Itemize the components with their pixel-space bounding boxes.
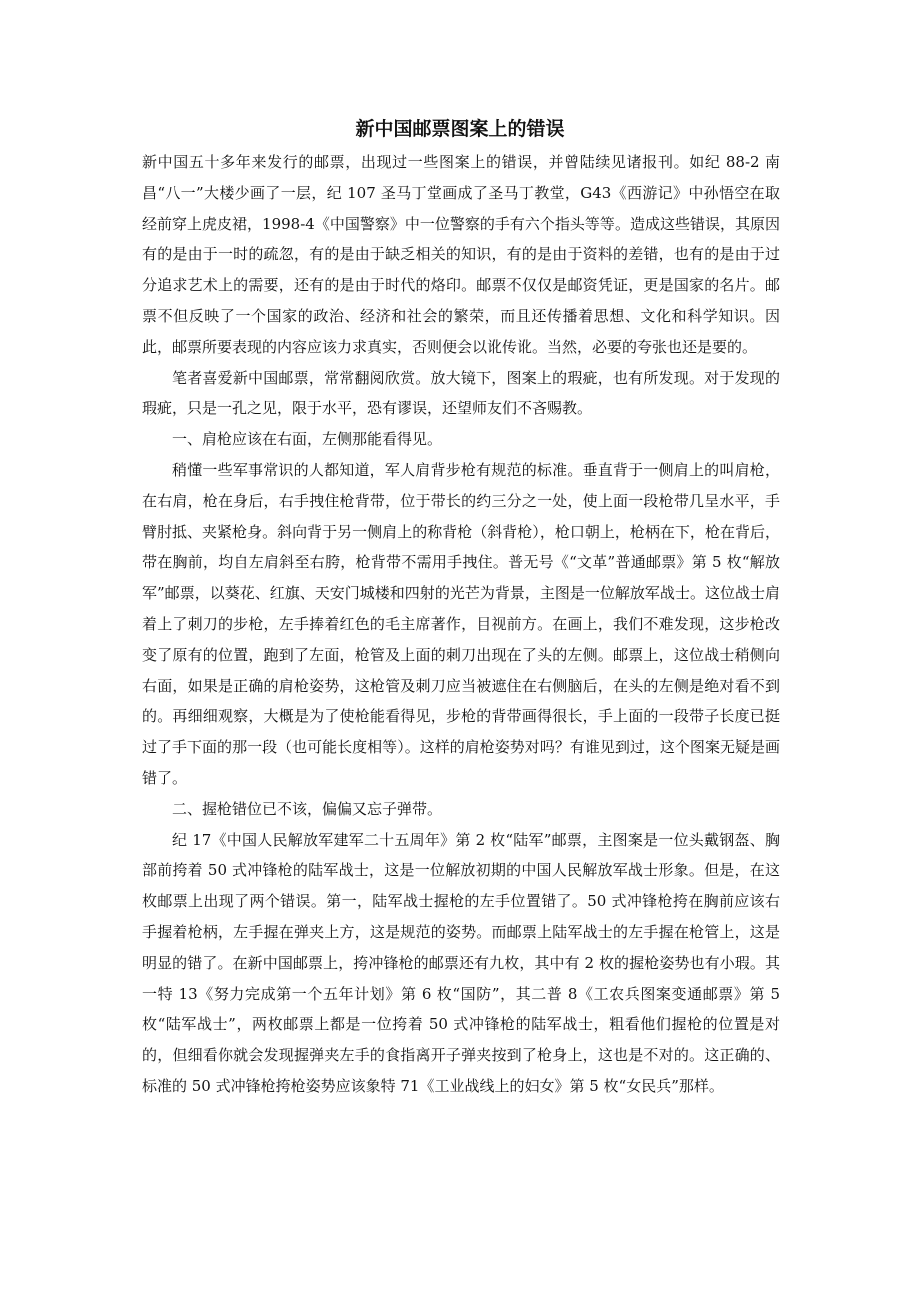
section-heading-2: 二、握枪错位已不该，偏偏又忘子弹带。 — [172, 799, 443, 818]
section-heading-1: 一、肩枪应该在右面，左侧那能看得见。 — [172, 430, 443, 449]
paragraph-section-1: 稍懂一些军事常识的人都知道，军人肩背步枪有规范的标准。垂直背于一侧肩上的叫肩枪，在右肩，枪在身后，右手拽住枪背带，位于带长的约三分之一处，使上面一段枪带几呈水平，手臂肘抵、夹紧枪身。斜向背于另一侧肩上的称背枪（斜背枪），枪口朝上，枪柄在下，枪在背后，带在胸前，均自左肩斜至右胯，枪背带不需用手拽住。普无号《“文革”普通邮票》第 5 枚“解放军”邮票，以葵花、红旗、天安门城楼和四射的光芒为背景，主图是一位解放军战士。这位战士肩着上了刺刀的步枪，左手捧着红色的毛主席著作，目视前方。在画上，我们不难发现，这步枪改变了原有的位置，跑到了左面，枪管及上面的刺刀出现在了头的左侧。邮票上，这位战士稍侧向右面，如果是正确的肩枪姿势，这枪管及刺刀应当被遮住在右侧脑后，在头的左侧是绝对看不到的。再细细观察，大概是为了使枪能看得见，步枪的背带画得很长，手上面的一段带子长度已挺过了手下面的那一段（也可能长度相等）。这样的肩枪姿势对吗？有谁见到过，这个图案无疑是画错了。 — [142, 460, 780, 787]
paragraph-intro: 新中国五十多年来发行的邮票，出现过一些图案上的错误，并曾陆续见诸报刊。如纪 88-2 南昌“八一”大楼少画了一层，纪 107 圣马丁堂画成了圣马丁教堂，G43《西游记》中孙悟空在取经前穿上虎皮裙，1998-4《中国警察》中一位警察的手有六个指头等等。造成这些错误，其原因有的是由于一时的疏忽，有的是由于缺乏相关的知识，有的是由于资料的差错，也有的是由于过分追求艺术上的需要，还有的是由于时代的烙印。邮票不仅仅是邮资凭证，更是国家的名片。邮票不但反映了一个国家的政治、经济和社会的繁荣，而且还传播着思想、文化和科学知识。因此，邮票所要表现的内容应该力求真实，否则便会以讹传讹。当然，必要的夸张也还是要的。 — [142, 153, 780, 356]
document-body — [142, 147, 780, 1102]
document-title: 新中国邮票图案上的错误 — [355, 118, 565, 140]
paragraph-author-note: 笔者喜爱新中国邮票，常常翻阅欣赏。放大镜下，图案上的瑕疵，也有所发现。对于发现的瑕疵，只是一孔之见，限于水平，恐有谬误，还望师友们不吝赐教。 — [142, 368, 780, 418]
paragraph-section-2: 纪 17《中国人民解放军建军二十五周年》第 2 枚“陆军”邮票，主图案是一位头戴钢盔、胸部前挎着 50 式冲锋枪的陆军战士，这是一位解放初期的中国人民解放军战士形象。但是，在这枚邮票上出现了两个错误。第一，陆军战士握枪的左手位置错了。50 式冲锋枪挎在胸前应该右手握着枪柄，左手握在弹夹上方，这是规范的姿势。而邮票上陆军战士的左手握在枪管上，这是明显的错了。在新中国邮票上，挎冲锋枪的邮票还有九枚，其中有 2 枚的握枪姿势也有小瑕。其一特 13《努力完成第一个五年计划》第 6 枚“国防”，其二普 8《工农兵图案变通邮票》第 5 枚“陆军战士”，两枚邮票上都是一位挎着 50 式冲锋枪的陆军战士，粗看他们握枪的位置是对的，但细看你就会发现握弹夹左手的食指离开子弹夹按到了枪身上，这也是不对的。这正确的、标准的 50 式冲锋枪挎枪姿势应该象特 71《工业战线上的妇女》第 5 枚“女民兵”那样。 — [142, 830, 780, 1095]
